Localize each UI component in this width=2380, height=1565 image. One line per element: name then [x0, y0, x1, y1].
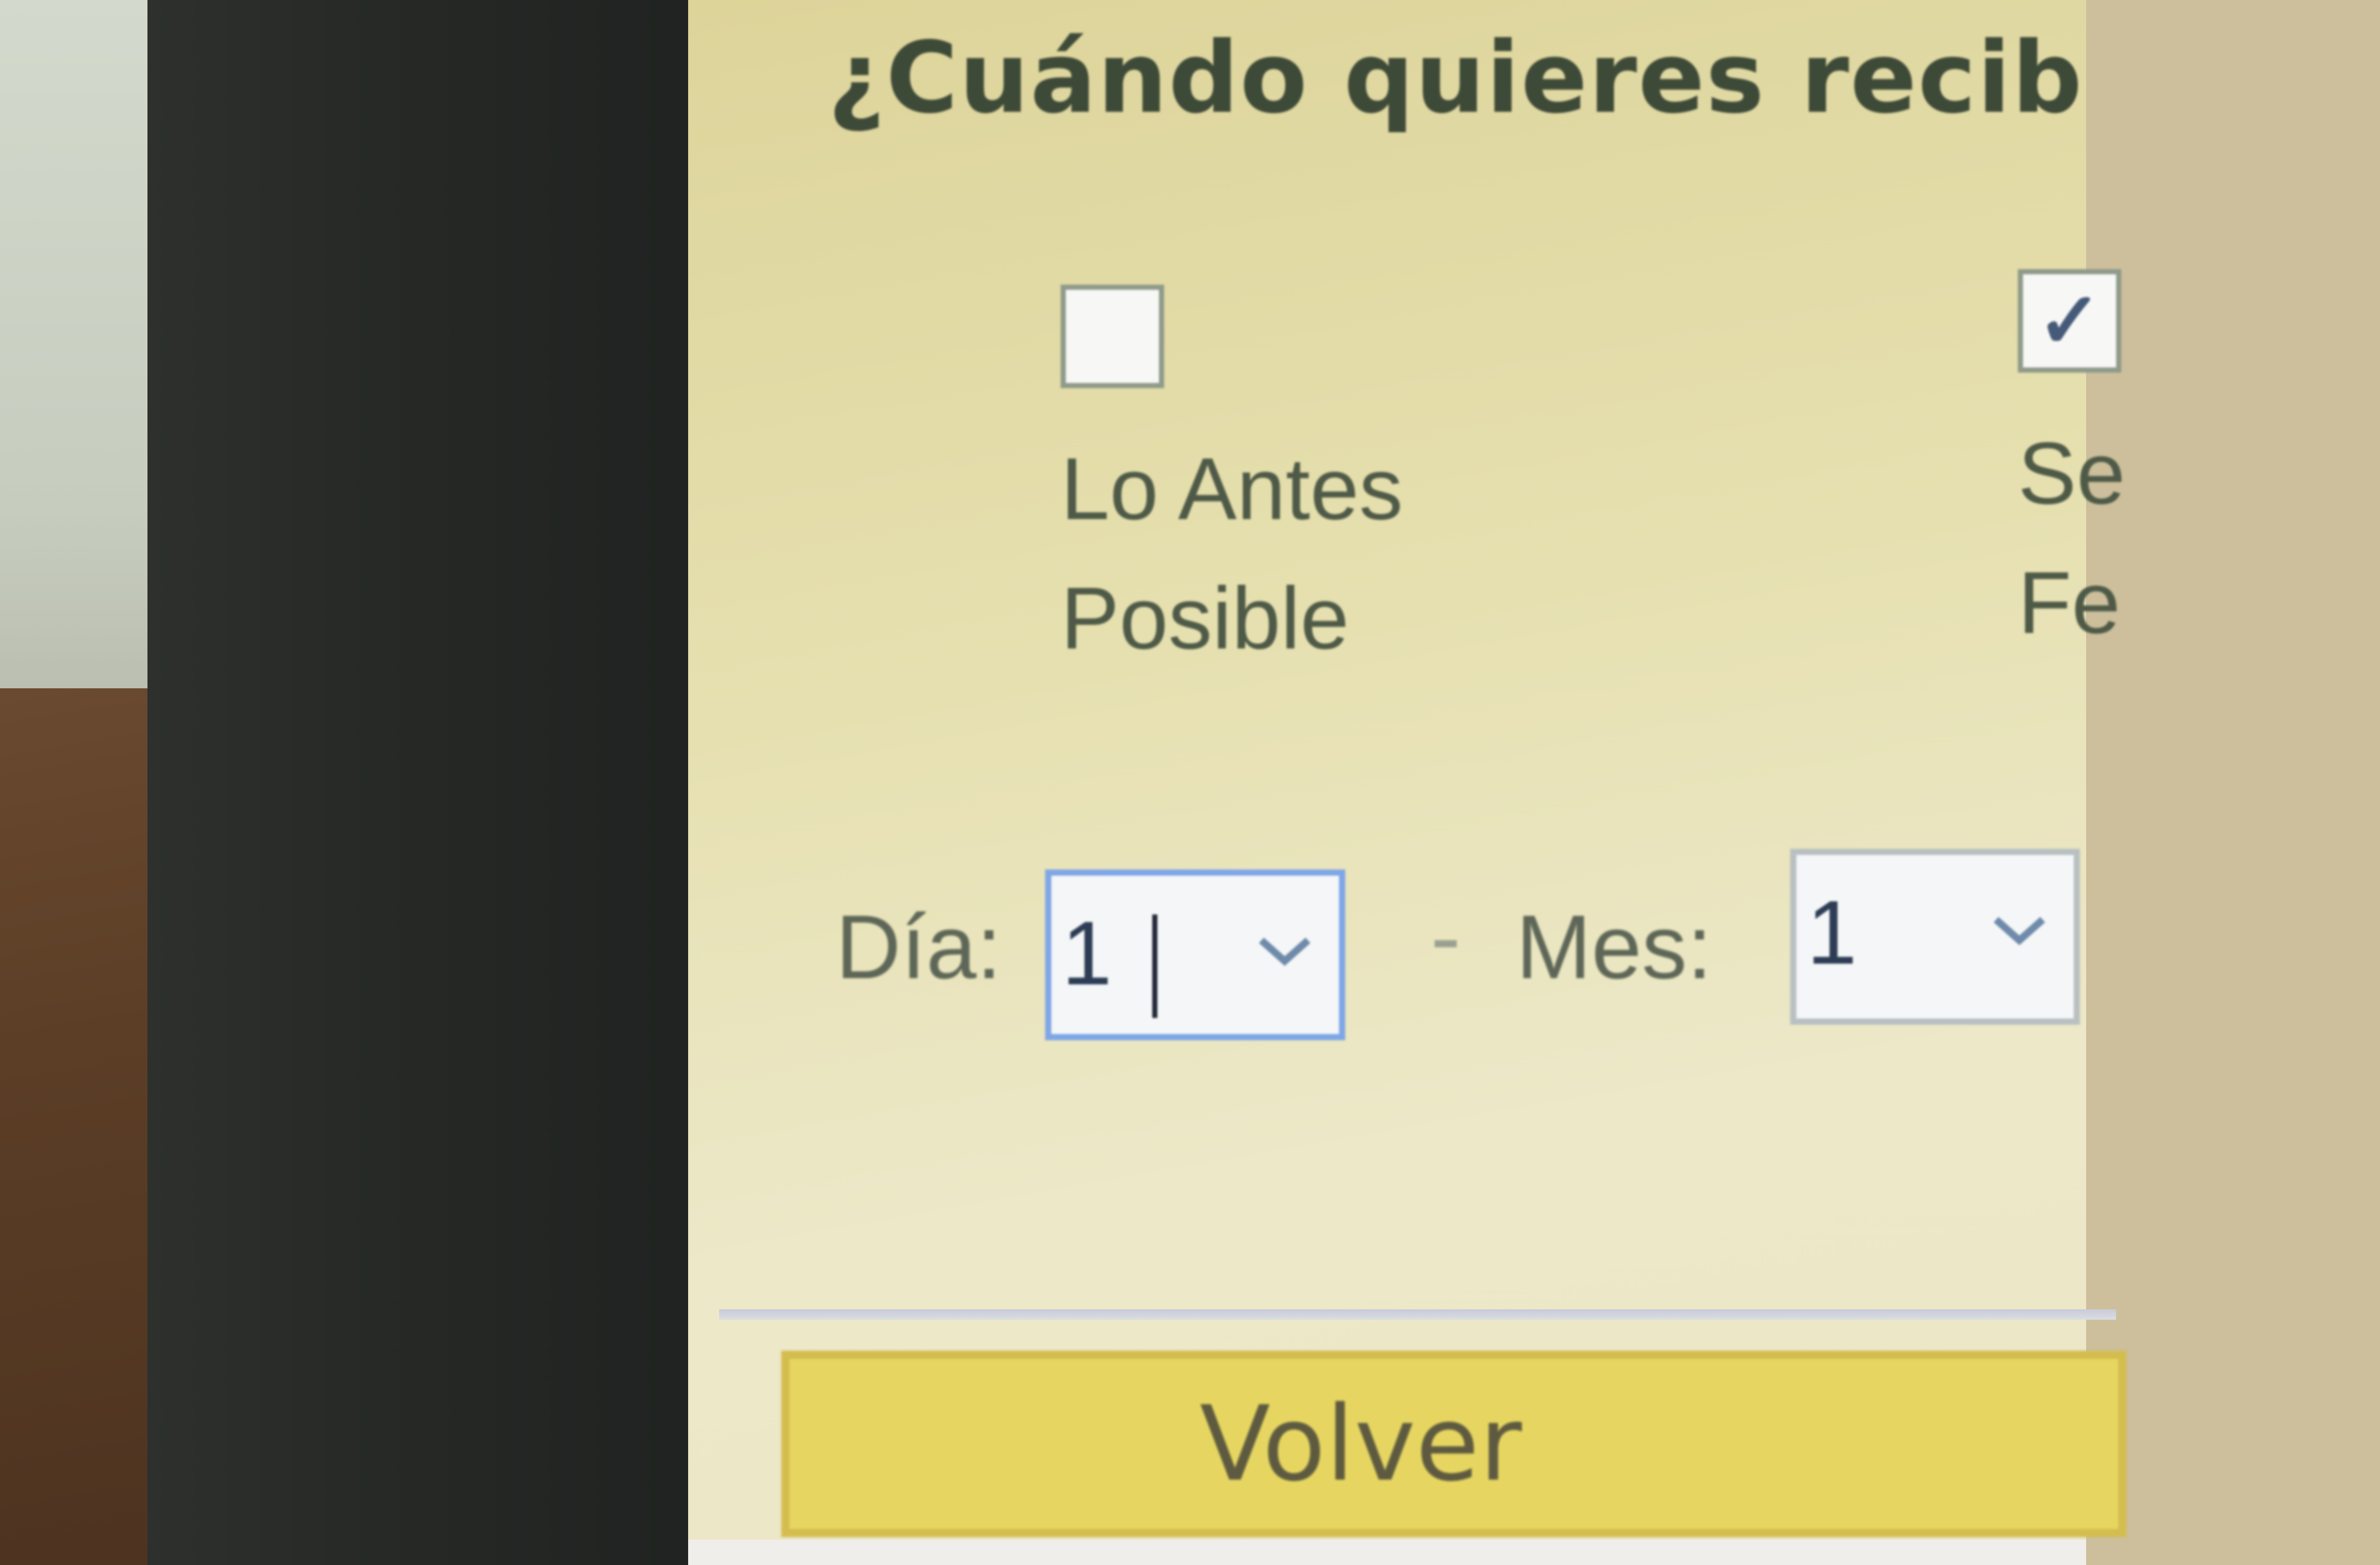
month-label: Mes: — [1516, 897, 1713, 998]
asap-label — [1061, 424, 1423, 683]
section-divider — [719, 1309, 2116, 1320]
option-specific-date[interactable] — [2018, 269, 2380, 668]
asap-label-line1: Lo Antes — [1061, 440, 1403, 538]
background-desk — [0, 688, 155, 1565]
app-screen — [688, 0, 2125, 1565]
checkmark-icon: ✓ — [2037, 277, 2102, 364]
option-asap[interactable] — [1061, 285, 1423, 683]
background-wall — [0, 0, 155, 719]
asap-label-line2: Posible — [1061, 569, 1349, 668]
screen-bottom-edge — [688, 1540, 2086, 1565]
chevron-down-icon[interactable] — [1991, 912, 2048, 948]
month-input[interactable] — [1807, 876, 1962, 990]
specific-date-label — [2018, 409, 2380, 668]
day-label: Día: — [836, 897, 1002, 998]
day-input[interactable] — [1062, 896, 1217, 1010]
asap-checkbox[interactable] — [1061, 285, 1164, 388]
text-caret — [1152, 914, 1157, 1018]
chevron-down-icon[interactable] — [1256, 933, 1313, 969]
date-separator: - — [1431, 887, 1461, 987]
delivery-question-heading: ¿Cuándo quieres recib — [828, 21, 2084, 135]
specific-date-label-line2: Fe — [2018, 554, 2121, 652]
back-button[interactable]: Volver — [781, 1351, 2126, 1537]
specific-date-checkbox[interactable] — [2018, 269, 2121, 373]
day-dropdown[interactable] — [1045, 869, 1345, 1040]
specific-date-label-line1: Se — [2018, 424, 2125, 523]
month-dropdown[interactable] — [1790, 849, 2080, 1025]
monitor-bezel — [147, 0, 727, 1565]
